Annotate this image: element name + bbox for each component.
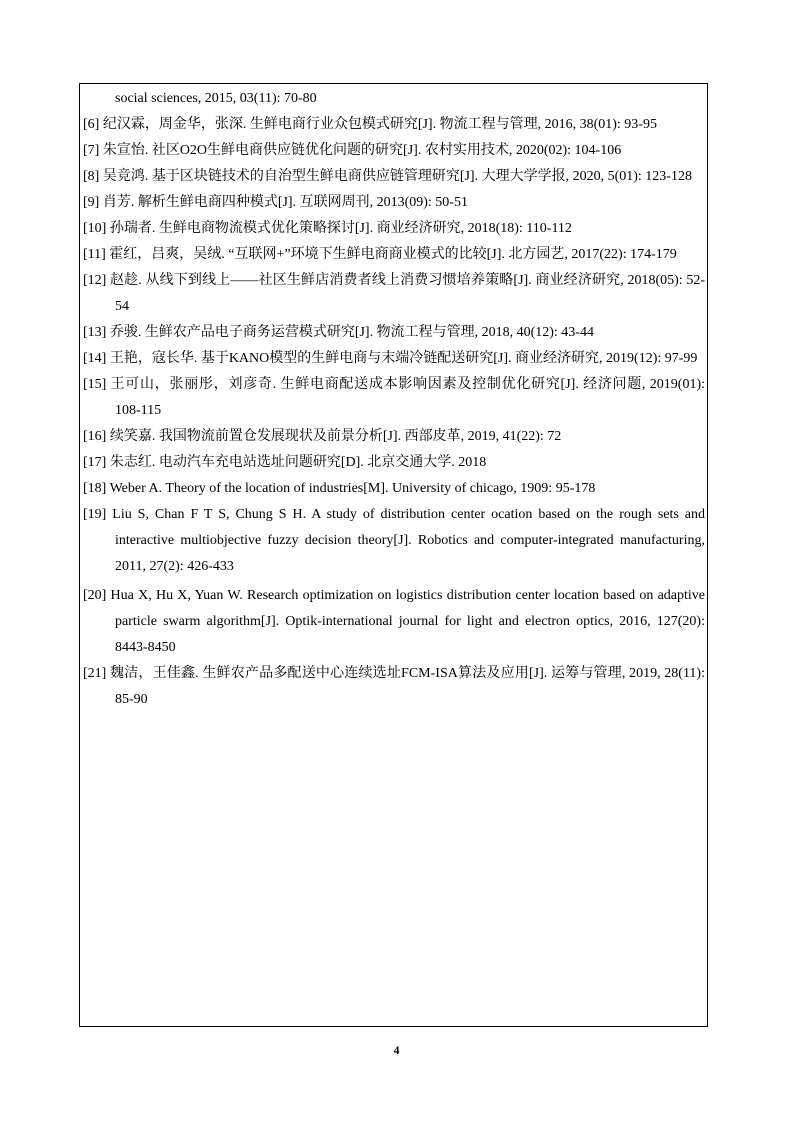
reference-list (83, 86, 705, 713)
reference-continuation: social sciences, 2015, 03(11): 70-80 (115, 91, 317, 106)
reference-13: [13] 乔骏. 生鲜农产品电子商务运营模式研究[J]. 物流工程与管理, 2018, 40(12): 43-44 (83, 325, 594, 340)
reference-19: [19] Liu S, Chan F T S, Chung S H. A study of distribution center ocation based on the rough sets and interactive multiobjective fuzzy decision theory[J]. Robotics and computer-integrated manufacturing, 2011, 27(2): 426-433 (83, 507, 705, 574)
reference-7: [7] 朱宣怡. 社区O2O生鲜电商供应链优化问题的研究[J]. 农村实用技术, 2020(02): 104-106 (83, 143, 622, 158)
reference-10: [10] 孙瑞者. 生鲜电商物流模式优化策略探讨[J]. 商业经济研究, 2018(18): 110-112 (83, 221, 572, 236)
reference-11: [11] 霍红，吕爽，吴绒. “互联网+”环境下生鲜电商商业模式的比较[J]. 北方园艺, 2017(22): 174-179 (83, 247, 677, 262)
reference-8: [8] 吴竞鸿. 基于区块链技术的自治型生鲜电商供应链管理研究[J]. 大理大学学报, 2020, 5(01): 123-128 (83, 169, 692, 184)
reference-17: [17] 朱志红. 电动汽车充电站选址问题研究[D]. 北京交通大学. 2018 (83, 455, 487, 470)
reference-14: [14] 王艳，寇长华. 基于KANO模型的生鲜电商与末端冷链配送研究[J]. 商业经济研究, 2019(12): 97-99 (83, 351, 698, 366)
reference-6: [6] 纪汉霖，周金华，张深. 生鲜电商行业众包模式研究[J]. 物流工程与管理, 2016, 38(01): 93-95 (83, 117, 657, 132)
reference-20: [20] Hua X, Hu X, Yuan W. Research optimization on logistics distribution center location based on adaptive particle swarm algorithm[J]. Optik-international journal for light and electron optics, 2016, 127(20): 8443-8450 (83, 588, 705, 655)
reference-21: [21] 魏洁，王佳鑫. 生鲜农产品多配送中心连续选址FCM-ISA算法及应用[J]. 运筹与管理, 2019, 28(11): 85-90 (83, 666, 705, 707)
reference-15: [15] 王可山，张丽彤，刘彦奇. 生鲜电商配送成本影响因素及控制优化研究[J]. 经济问题, 2019(01): 108-115 (83, 377, 705, 418)
reference-9: [9] 肖芳. 解析生鲜电商四种模式[J]. 互联网周刊, 2013(09): 50-51 (83, 195, 468, 210)
reference-18: [18] Weber A. Theory of the location of industries[M]. University of chicago, 1909: 95-178 (83, 481, 596, 496)
page-number: 4 (393, 1043, 400, 1057)
reference-16: [16] 续笑嘉. 我国物流前置仓发展现状及前景分析[J]. 西部皮革, 2019, 41(22): 72 (83, 429, 562, 444)
reference-12: [12] 赵趁. 从线下到线上——社区生鲜店消费者线上消费习惯培养策略[J]. 商业经济研究, 2018(05): 52-54 (83, 273, 705, 314)
